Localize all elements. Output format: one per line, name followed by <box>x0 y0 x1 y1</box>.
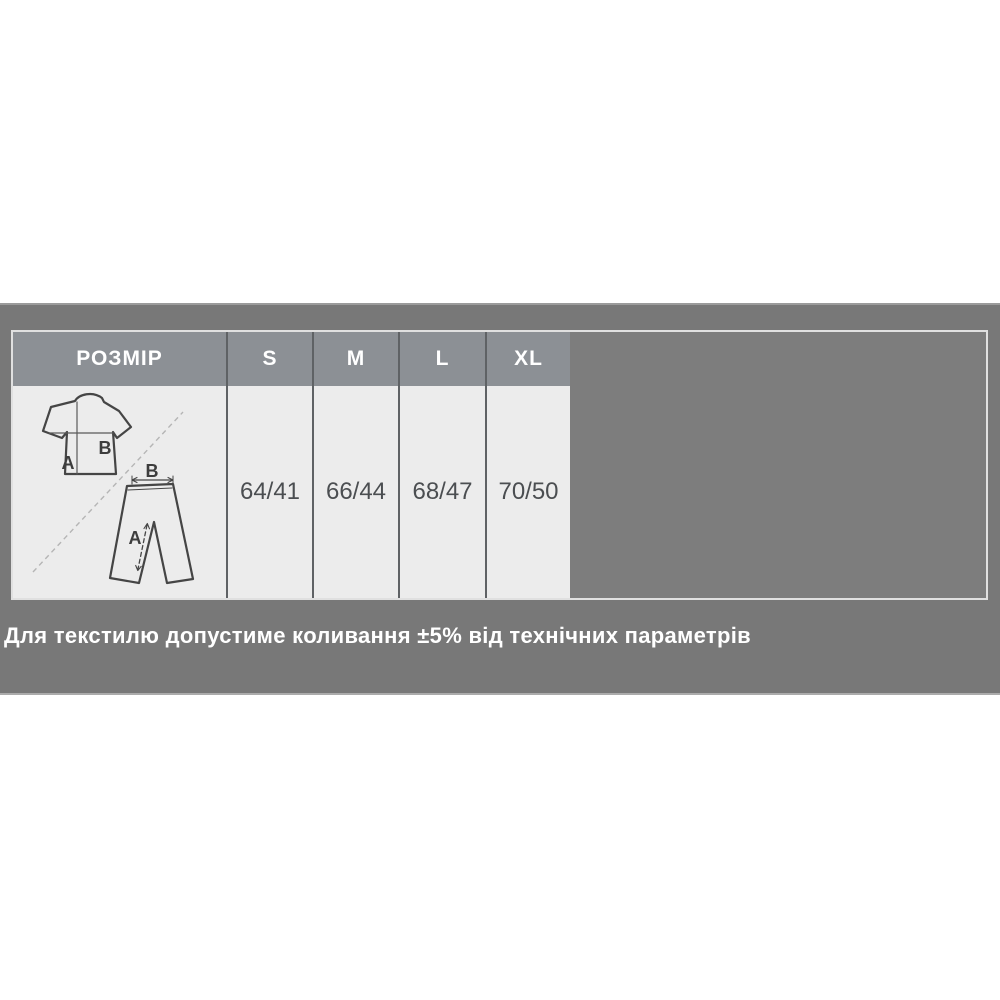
tshirt-drawing <box>43 394 131 474</box>
garment-illustration-svg <box>13 386 226 598</box>
size-table-header-xl: XL <box>485 332 570 386</box>
pants-length-label: A <box>128 528 142 548</box>
pants-waist-label: B <box>145 461 159 481</box>
size-value-m: 66/44 <box>312 386 398 598</box>
pants-drawing <box>110 476 193 583</box>
size-value-xl: 70/50 <box>485 386 570 598</box>
size-table <box>11 330 988 600</box>
size-table-header-size: РОЗМІР <box>13 332 226 386</box>
size-table-header-m: M <box>312 332 398 386</box>
size-value-s: 64/41 <box>226 386 312 598</box>
tshirt-length-label: A <box>61 453 75 473</box>
garment-measurement-illustration <box>13 386 226 598</box>
tshirt-width-label: B <box>98 438 112 458</box>
size-chart-panel <box>0 303 1000 695</box>
tolerance-note: Для текстилю допустиме коливання ±5% від технічних параметрів <box>4 623 751 648</box>
size-table-empty-area <box>570 332 986 598</box>
size-table-header-s: S <box>226 332 312 386</box>
size-table-header-l: L <box>398 332 485 386</box>
size-value-l: 68/47 <box>398 386 485 598</box>
